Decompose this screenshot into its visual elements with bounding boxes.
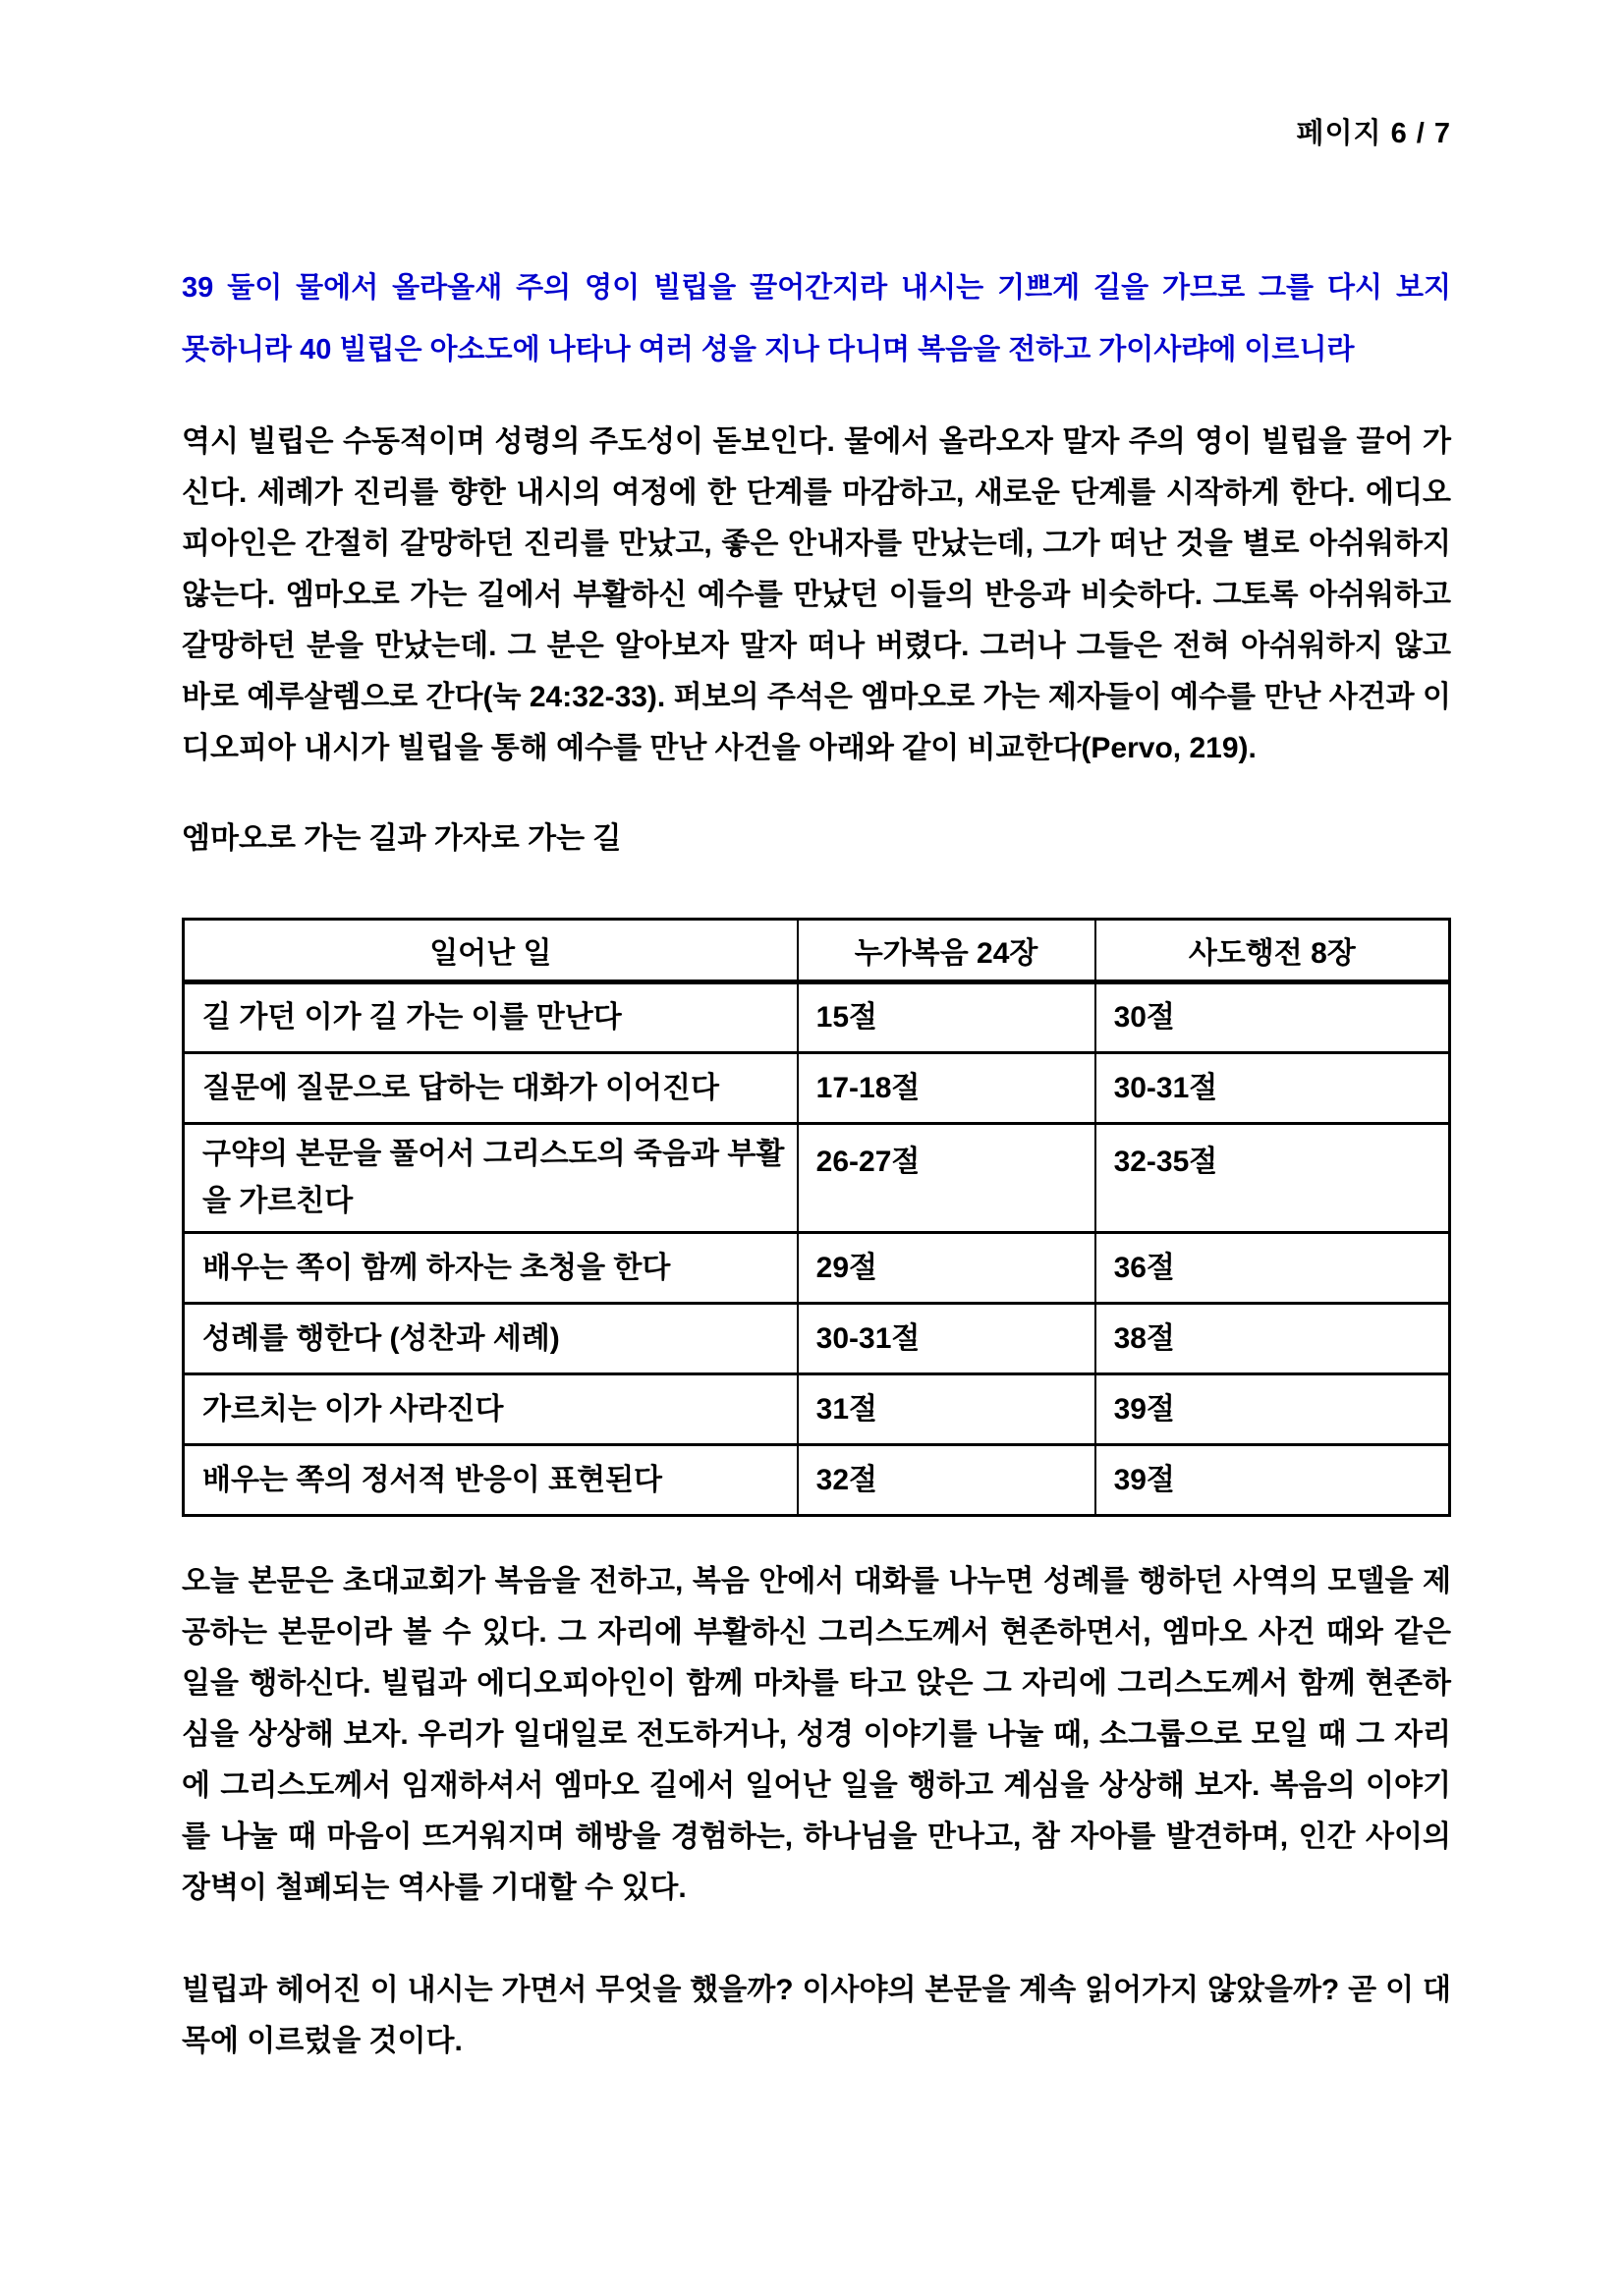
cell-acts: 39절 bbox=[1095, 1445, 1450, 1516]
cell-event: 성례를 행한다 (성찬과 세례) bbox=[184, 1304, 798, 1374]
cell-luke: 31절 bbox=[798, 1374, 1095, 1445]
cell-acts: 30-31절 bbox=[1095, 1053, 1450, 1124]
cell-acts: 38절 bbox=[1095, 1304, 1450, 1374]
cell-acts: 30절 bbox=[1095, 982, 1450, 1053]
table-row bbox=[184, 1304, 1450, 1374]
cell-acts: 36절 bbox=[1095, 1233, 1450, 1304]
cell-luke: 15절 bbox=[798, 982, 1095, 1053]
cell-event: 질문에 질문으로 답하는 대화가 이어진다 bbox=[184, 1053, 798, 1124]
table-row bbox=[184, 1374, 1450, 1445]
column-header-luke-24: 누가복음 24장 bbox=[798, 920, 1095, 982]
commentary-paragraph-1: 역시 빌립은 수동적이며 성령의 주도성이 돋보인다. 물에서 올라오자 말자 주의 영이 빌립을 끌어 가신다. 세례가 진리를 향한 내시의 여정에 한 단계를 마감하고, 새로운 단계를 시작하게 한다. 에디오피아인은 간절히 갈망하던 진리를 만났고, 좋은 안내자를 만났는데, 그가 떠난 것을 별로 아쉬워하지 않는다. 엠마오로 가는 길에서 부활하신 예수를 만났던 이들의 반응과 비슷하다. 그토록 아쉬워하고 갈망하던 분을 만났는데. 그 분은 알아보자 말자 떠나 버렸다. 그러나 그들은 전혀 아쉬워하지 않고 바로 예루살렘으로 간다(눅 24:32-33). 퍼보의 주석은 엠마오로 가는 제자들이 예수를 만난 사건과 이디오피아 내시가 빌립을 통해 예수를 만난 사건을 아래와 같이 비교한다(Pervo, 219). bbox=[182, 425, 1451, 764]
scripture-verse-acts-8-39-40: 39 둘이 물에서 올라올새 주의 영이 빌립을 끌어간지라 내시는 기쁘게 길을 가므로 그를 다시 보지 못하니라 40 빌립은 아소도에 나타나 여러 성을 지나 다니며 복음을 전하고 가이사랴에 이르니라 bbox=[182, 272, 1451, 365]
column-header-event: 일어난 일 bbox=[184, 920, 798, 982]
column-header-acts-8: 사도행전 8장 bbox=[1095, 920, 1450, 982]
cell-event: 배우는 쪽이 함께 하자는 초청을 한다 bbox=[184, 1233, 798, 1304]
table-title: 엠마오로 가는 길과 가자로 가는 길 bbox=[182, 822, 622, 855]
cell-event: 길 가던 이가 길 가는 이를 만난다 bbox=[184, 982, 798, 1053]
table-row bbox=[184, 1053, 1450, 1124]
table-row bbox=[184, 1124, 1450, 1233]
commentary-paragraph-2: 오늘 본문은 초대교회가 복음을 전하고, 복음 안에서 대화를 나누면 성례를 행하던 사역의 모델을 제공하는 본문이라 볼 수 있다. 그 자리에 부활하신 그리스도께서 현존하면서, 엠마오 사건 때와 같은 일을 행하신다. 빌립과 에디오피아인이 함께 마차를 타고 앉은 그 자리에 그리스도께서 함께 현존하심을 상상해 보자. 우리가 일대일로 전도하거나, 성경 이야기를 나눌 때, 소그룹으로 모일 때 그 자리에 그리스도께서 임재하셔서 엠마오 길에서 일어난 일을 행하고 계심을 상상해 보자. 복음의 이야기를 나눌 때 마음이 뜨거워지며 해방을 경험하는, 하나님을 만나고, 참 자아를 발견하며, 인간 사이의 장벽이 철폐되는 역사를 기대할 수 있다. bbox=[182, 1565, 1451, 1904]
page-number-indicator: 페이지 6 / 7 bbox=[1296, 118, 1451, 149]
cell-luke: 17-18절 bbox=[798, 1053, 1095, 1124]
emmaus-gaza-comparison-table bbox=[182, 918, 1451, 1517]
table-row bbox=[184, 1233, 1450, 1304]
cell-acts: 32-35절 bbox=[1095, 1124, 1450, 1233]
table-header-row bbox=[184, 920, 1450, 982]
table-row bbox=[184, 1445, 1450, 1516]
cell-event: 구약의 본문을 풀어서 그리스도의 죽음과 부활을 가르친다 bbox=[184, 1124, 798, 1233]
cell-event: 가르치는 이가 사라진다 bbox=[184, 1374, 798, 1445]
cell-event: 배우는 쪽의 정서적 반응이 표현된다 bbox=[184, 1445, 798, 1516]
cell-luke: 29절 bbox=[798, 1233, 1095, 1304]
commentary-paragraph-3: 빌립과 헤어진 이 내시는 가면서 무엇을 했을까? 이사야의 본문을 계속 읽어가지 않았을까? 곧 이 대목에 이르렀을 것이다. bbox=[182, 1974, 1451, 2057]
cell-luke: 32절 bbox=[798, 1445, 1095, 1516]
cell-acts: 39절 bbox=[1095, 1374, 1450, 1445]
table-row bbox=[184, 982, 1450, 1053]
cell-luke: 30-31절 bbox=[798, 1304, 1095, 1374]
cell-luke: 26-27절 bbox=[798, 1124, 1095, 1233]
